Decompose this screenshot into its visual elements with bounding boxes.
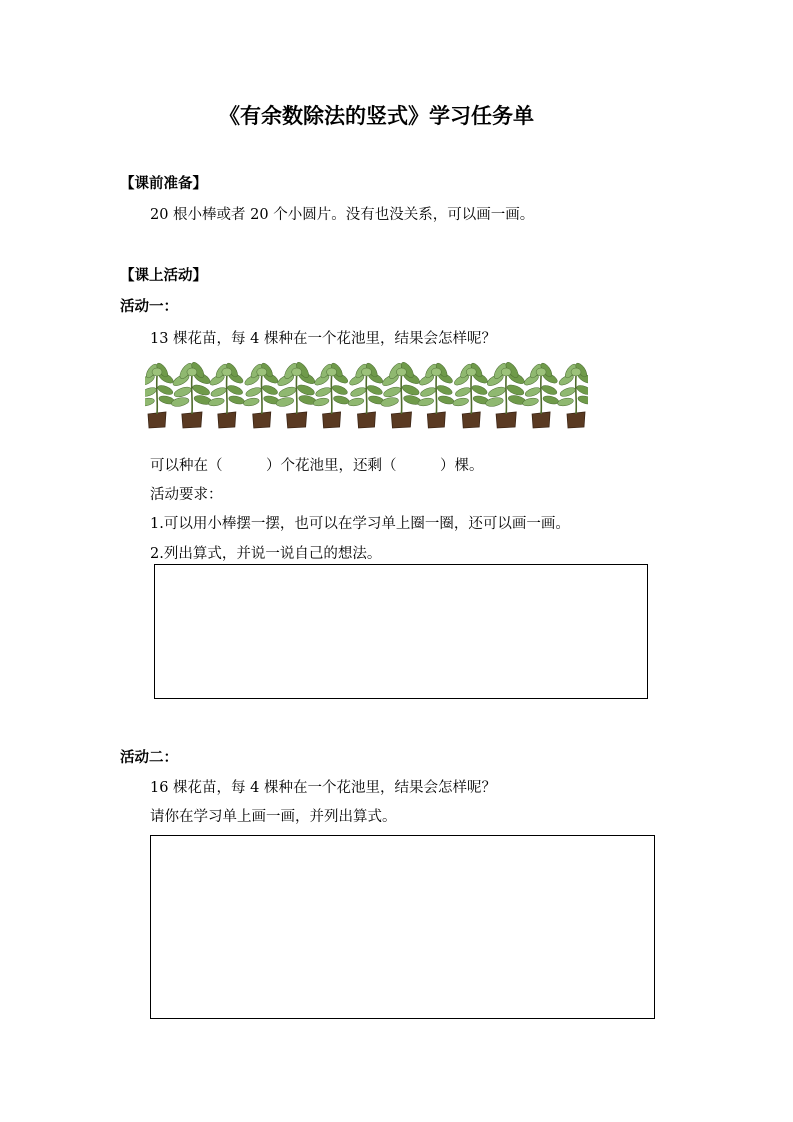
- seedling-icon: [313, 362, 350, 428]
- page-title: 《有余数除法的竖式》学习任务单: [219, 104, 534, 128]
- prep-heading: 【课前准备】: [120, 176, 207, 192]
- seedling-icon: [171, 362, 213, 428]
- activity1-fill-blank: 可以种在（ ）个花池里，还剩（ ）棵。: [150, 458, 484, 474]
- seedling-icon: [347, 362, 384, 428]
- activity2-answer-box[interactable]: [150, 835, 655, 1019]
- seedling-icon: [452, 362, 489, 428]
- seedling-icon: [557, 362, 588, 428]
- seedlings-illustration: [145, 362, 588, 430]
- activity1-heading: 活动一：: [120, 299, 178, 315]
- seedling-icon: [145, 362, 175, 428]
- class-activities-heading: 【课上活动】: [120, 268, 207, 284]
- activity2-heading: 活动二：: [120, 750, 178, 766]
- seedling-icon: [380, 362, 422, 428]
- activity1-answer-box[interactable]: [154, 564, 648, 699]
- activity1-requirement-1: 1.可以用小棒摆一摆，也可以在学习单上圈一圈，还可以画一画。: [150, 516, 570, 532]
- seedling-icon: [243, 362, 280, 428]
- seedling-icon: [275, 362, 317, 428]
- seedling-icon: [485, 362, 527, 428]
- activity1-requirements-title: 活动要求：: [150, 487, 223, 503]
- prep-text: 20 根小棒或者 20 个小圆片。没有也没关系，可以画一画。: [150, 207, 535, 223]
- seedling-icon: [208, 362, 245, 428]
- activity1-question: 13 棵花苗，每 4 棵种在一个花池里，结果会怎样呢？: [150, 331, 497, 347]
- seedling-icon: [522, 362, 559, 428]
- activity2-instruction: 请你在学习单上画一画，并列出算式。: [150, 809, 397, 825]
- activity1-requirement-2: 2.列出算式，并说一说自己的想法。: [150, 546, 382, 562]
- seedling-icon: [417, 362, 454, 428]
- activity2-question: 16 棵花苗，每 4 棵种在一个花池里，结果会怎样呢？: [150, 780, 497, 796]
